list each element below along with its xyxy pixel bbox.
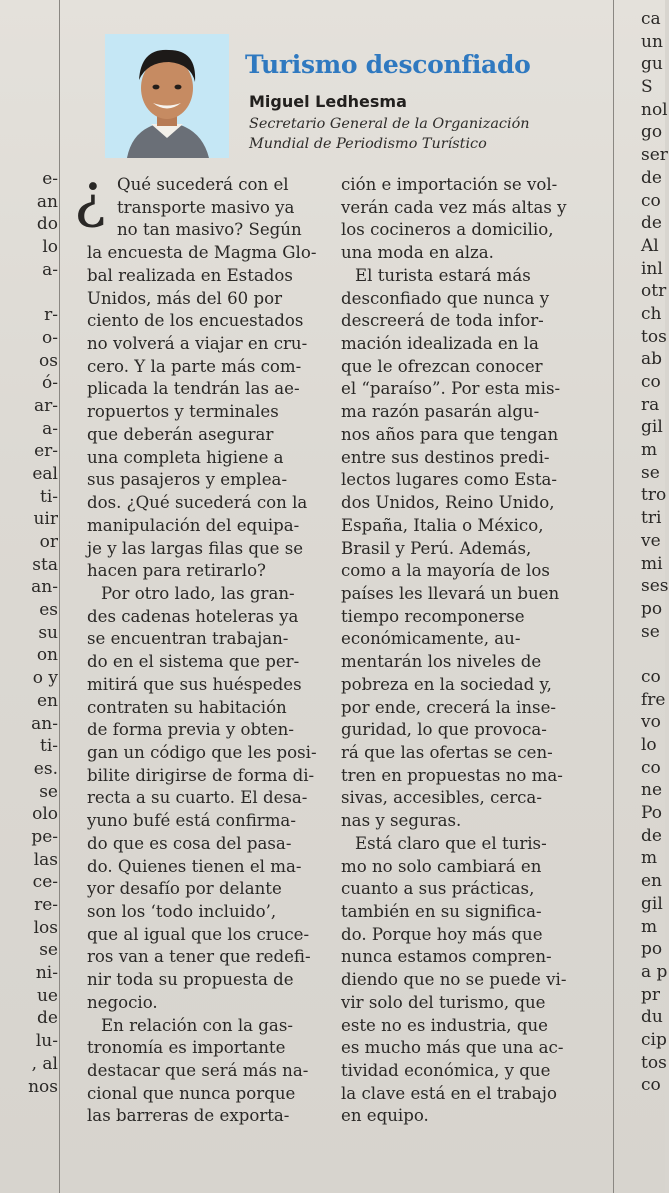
article-line: hacen para retirarlo?: [87, 561, 266, 581]
neighbor-text-fragment: ses: [641, 576, 669, 597]
article-line: do en el sistema que per-: [87, 652, 300, 672]
article-line: económicamente, au-: [341, 629, 521, 649]
article-line: una completa higiene a: [87, 447, 284, 467]
article-line: ma razón pasarán algu-: [341, 402, 540, 422]
article-line: no tan masivo? Según: [117, 220, 302, 240]
article-line: ros van a tener que redefi-: [87, 947, 311, 967]
neighbor-text-fragment: pe-: [31, 826, 58, 847]
neighbor-text-fragment: de: [641, 213, 662, 234]
neighbor-text-fragment: se: [641, 462, 660, 483]
article-line: este no es industria, que: [341, 1015, 548, 1035]
neighbor-text-fragment: Al: [641, 235, 659, 256]
neighbor-text-fragment: de: [641, 825, 662, 846]
neighbor-text-fragment: ab: [641, 349, 663, 370]
neighbor-text-fragment: en: [641, 871, 663, 892]
neighbor-text-fragment: an: [36, 191, 58, 212]
article-line: mentarán los niveles de: [341, 652, 542, 672]
article-line: sivas, accesibles, cerca-: [341, 788, 542, 808]
neighbor-text-fragment: o-: [42, 327, 58, 348]
article-line: que al igual que los cruce-: [87, 924, 310, 944]
neighbor-text-fragment: es.: [33, 758, 58, 779]
neighbor-text-fragment: tos: [641, 326, 667, 347]
article-line: destacar que será más na-: [87, 1061, 309, 1081]
neighbor-text-fragment: [0, 281, 60, 304]
neighbor-text-fragment: gu: [641, 54, 663, 75]
neighbor-text-fragment: co: [641, 372, 661, 392]
drop-cap: ¿: [74, 161, 107, 231]
article-line: nas y seguras.: [341, 811, 462, 831]
neighbor-text-fragment: ce-: [32, 872, 58, 893]
article-line: son los ‘todo incluido’,: [87, 902, 277, 921]
article-line: los cocineros a domicilio,: [341, 220, 554, 240]
neighbor-text-fragment: do: [36, 214, 58, 235]
neighbor-text-fragment: po: [641, 939, 663, 960]
article-line: mitirá que sus huéspedes: [87, 674, 302, 694]
neighbor-text-fragment: a-: [42, 259, 58, 280]
neighbor-text-fragment: Po: [641, 803, 662, 824]
neighbor-text-fragment: pr: [641, 984, 661, 1005]
neighbor-text-fragment: or: [39, 532, 58, 552]
neighbor-text-fragment: o y: [32, 668, 58, 689]
neighbor-text-fragment: er-: [34, 441, 58, 462]
article-line: guridad, lo que provoca-: [341, 720, 547, 740]
neighbor-text-fragment: r-: [44, 305, 58, 326]
neighbor-text-fragment: co: [641, 666, 661, 687]
neighbor-text-fragment: , al: [31, 1053, 58, 1074]
article-line: recta a su cuarto. El desa-: [87, 788, 308, 808]
article-line: El turista estará más: [355, 265, 531, 285]
article-line: cero. Y la parte más com-: [87, 356, 302, 376]
article-line: ción e importación se vol-: [341, 175, 558, 194]
neighbor-column-right: [641, 8, 669, 1097]
article-line: transporte masivo ya: [117, 197, 295, 217]
article-line: España, Italia o México,: [341, 515, 544, 535]
author-photo: [105, 34, 229, 158]
neighbor-text-fragment: inl: [641, 258, 663, 279]
neighbor-text-fragment: se: [39, 940, 58, 961]
article-line: la clave está en el trabajo: [341, 1083, 557, 1103]
article-line: el “paraíso”. Por esta mis-: [341, 379, 561, 399]
article-line: no volverá a viajar en cru-: [87, 334, 308, 354]
neighbor-text-fragment: lu-: [35, 1031, 58, 1052]
article-line: En relación con la gas-: [101, 1015, 293, 1035]
article-line: Unidos, más del 60 por: [87, 288, 283, 308]
neighbor-text-fragment: on: [36, 645, 58, 666]
neighbor-text-fragment: e-: [42, 169, 58, 189]
article-line: nos años para que tengan: [341, 424, 559, 444]
neighbor-text-fragment: eal: [32, 463, 58, 484]
article-line: una moda en alza.: [341, 243, 494, 263]
neighbor-text-fragment: ca: [641, 9, 661, 29]
article-line: rá que las ofertas se cen-: [341, 742, 553, 762]
article-line: tronomía es importante: [87, 1038, 286, 1058]
article-line: do. Quienes tienen el ma-: [87, 856, 302, 876]
article-line: bal realizada en Estados: [87, 265, 293, 285]
author-role-line-1: Secretario General de la Organización: [249, 116, 530, 132]
article-line: las barreras de exporta-: [87, 1106, 290, 1126]
neighbor-text-fragment: m: [641, 440, 658, 461]
article-line: de forma previa y obten-: [87, 720, 294, 740]
article-line: tividad económica, y que: [341, 1061, 551, 1081]
neighbor-text-fragment: olo: [32, 804, 58, 825]
article-line: dos. ¿Qué sucederá con la: [87, 493, 308, 513]
article-line: Por otro lado, las gran-: [101, 583, 295, 603]
neighbor-text-fragment: os: [39, 350, 58, 371]
article-line: descreerá de toda infor-: [341, 311, 544, 331]
neighbor-text-fragment: du: [641, 1007, 663, 1028]
neighbor-text-fragment: co: [641, 757, 661, 778]
neighbor-text-fragment: los: [33, 917, 58, 938]
article-line: que le ofrezcan conocer: [341, 356, 543, 376]
article-line: cional que nunca porque: [87, 1083, 296, 1103]
neighbor-text-fragment: ue: [36, 985, 58, 1006]
article-line: países les llevará un buen: [341, 583, 560, 603]
neighbor-text-fragment: su: [38, 622, 58, 643]
neighbor-text-fragment: ar-: [33, 395, 58, 416]
neighbor-text-fragment: se: [39, 781, 58, 802]
neighbor-text-fragment: lo: [641, 735, 657, 755]
article-line: sus pasajeros y emplea-: [87, 470, 288, 490]
article-line: dos Unidos, Reino Unido,: [341, 493, 555, 513]
article-line: tren en propuestas no ma-: [341, 765, 563, 785]
neighbor-text-fragment: co: [641, 190, 661, 211]
neighbor-text-fragment: gil: [641, 893, 663, 914]
neighbor-text-fragment: [641, 643, 665, 666]
neighbor-text-fragment: co: [641, 1075, 661, 1096]
article-line: diendo que no se puede vi-: [341, 970, 567, 990]
neighbor-text-fragment: cip: [641, 1029, 667, 1050]
neighbor-text-fragment: las: [33, 849, 58, 870]
article-line: tiempo recomponerse: [341, 606, 525, 626]
neighbor-text-fragment: ti-: [39, 486, 58, 507]
neighbor-text-fragment: fre: [641, 689, 666, 710]
article-line: mo no solo cambiará en: [341, 856, 542, 876]
article-line: desconfiado que nunca y: [341, 288, 550, 308]
author-role: [249, 114, 530, 154]
author-name: Miguel Ledhesma: [249, 92, 407, 111]
article-column-2: [341, 174, 578, 1128]
neighbor-text-fragment: ch: [641, 303, 662, 324]
article-line: la encuesta de Magma Glo-: [87, 243, 317, 263]
article-line: nir toda su propuesta de: [87, 970, 294, 990]
neighbor-text-fragment: nol: [641, 99, 668, 120]
article-line: entre sus destinos predi-: [341, 447, 550, 467]
article-header: [105, 34, 605, 160]
neighbor-text-fragment: un: [641, 31, 663, 52]
neighbor-text-fragment: ó-: [42, 373, 58, 394]
neighbor-text-fragment: lo: [42, 237, 58, 258]
article-line: do que es cosa del pasa-: [87, 833, 292, 853]
neighbor-text-fragment: uir: [33, 509, 58, 530]
neighbor-text-fragment: mi: [641, 553, 663, 574]
neighbor-text-fragment: m: [641, 848, 658, 869]
article-title: Turismo desconfiado: [245, 50, 531, 79]
article-line: negocio.: [87, 992, 158, 1012]
neighbor-text-fragment: nos: [28, 1076, 58, 1097]
neighbor-text-fragment: vo: [641, 712, 661, 733]
neighbor-text-fragment: otr: [641, 281, 667, 302]
neighbor-text-fragment: es: [39, 600, 58, 621]
neighbor-text-fragment: ra: [641, 394, 660, 415]
neighbor-text-fragment: gil: [641, 417, 663, 438]
article-line: ropuertos y terminales: [87, 402, 279, 422]
article-line: también en su significa-: [341, 902, 542, 921]
author-portrait-icon: [105, 34, 229, 158]
article-line: plicada la tendrán las ae-: [87, 379, 300, 399]
neighbor-text-fragment: se: [641, 621, 660, 642]
article-line: gan un código que les posi-: [87, 742, 317, 762]
neighbor-text-fragment: a p: [641, 961, 668, 982]
article-line: se encuentran trabajan-: [87, 629, 289, 649]
article-line: Brasil y Perú. Además,: [341, 538, 532, 558]
neighbor-text-fragment: S: [641, 77, 653, 98]
article-line: yuno bufé está confirma-: [87, 811, 296, 831]
article-line: ciento de los encuestados: [87, 311, 304, 331]
neighbor-text-fragment: go: [641, 122, 663, 143]
column-rule-right: [613, 0, 614, 1193]
article-line: pobreza en la sociedad y,: [341, 674, 552, 694]
article-line: do. Porque hoy más que: [341, 924, 543, 944]
author-role-line-2: Mundial de Periodismo Turístico: [249, 136, 487, 152]
article-line: je y las largas filas que se: [87, 538, 304, 558]
neighbor-text-fragment: ne: [641, 780, 663, 801]
neighbor-text-fragment: re-: [34, 895, 58, 915]
neighbor-text-fragment: tro: [641, 485, 667, 506]
article-line: bilite dirigirse de forma di-: [87, 765, 315, 785]
neighbor-text-fragment: po: [641, 598, 663, 619]
neighbor-text-fragment: en: [36, 690, 58, 711]
article-line: por ende, crecerá la inse-: [341, 697, 556, 717]
neighbor-text-fragment: ve: [641, 530, 661, 551]
article-line: manipulación del equipa-: [87, 515, 300, 535]
article-line: nunca estamos compren-: [341, 947, 552, 967]
neighbor-text-fragment: an-: [31, 577, 58, 598]
article-line: mación idealizada en la: [341, 334, 539, 354]
article-line: vir solo del turismo, que: [341, 992, 546, 1012]
article-line: contraten su habitación: [87, 697, 287, 717]
article-line: como a la mayoría de los: [341, 561, 550, 581]
neighbor-text-fragment: m: [641, 916, 658, 937]
article-line: que deberán asegurar: [87, 424, 274, 444]
neighbor-text-fragment: ser: [641, 145, 668, 166]
neighbor-column-left: [0, 168, 60, 1098]
article-line: des cadenas hoteleras ya: [87, 606, 299, 626]
article-line: yor desafío por delante: [87, 879, 282, 899]
neighbor-text-fragment: de: [641, 167, 662, 188]
article-line: lectos lugares como Esta-: [341, 470, 558, 490]
neighbor-text-fragment: a-: [42, 418, 58, 439]
neighbor-text-fragment: tri: [641, 508, 662, 529]
neighbor-text-fragment: ni-: [35, 963, 58, 984]
neighbor-text-fragment: de: [37, 1008, 58, 1029]
article-line: es mucho más que una ac-: [341, 1038, 564, 1058]
neighbor-text-fragment: sta: [32, 554, 58, 575]
article-line: en equipo.: [341, 1106, 429, 1126]
neighbor-text-fragment: an-: [31, 713, 58, 734]
article-line: Está claro que el turis-: [355, 833, 547, 853]
neighbor-text-fragment: tos: [641, 1052, 667, 1073]
article-line: verán cada vez más altas y: [341, 197, 567, 217]
article-line: Qué sucederá con el: [117, 175, 289, 194]
neighbor-text-fragment: ti-: [39, 736, 58, 757]
article-column-1: [87, 174, 324, 1128]
article-line: cuanto a sus prácticas,: [341, 879, 535, 899]
